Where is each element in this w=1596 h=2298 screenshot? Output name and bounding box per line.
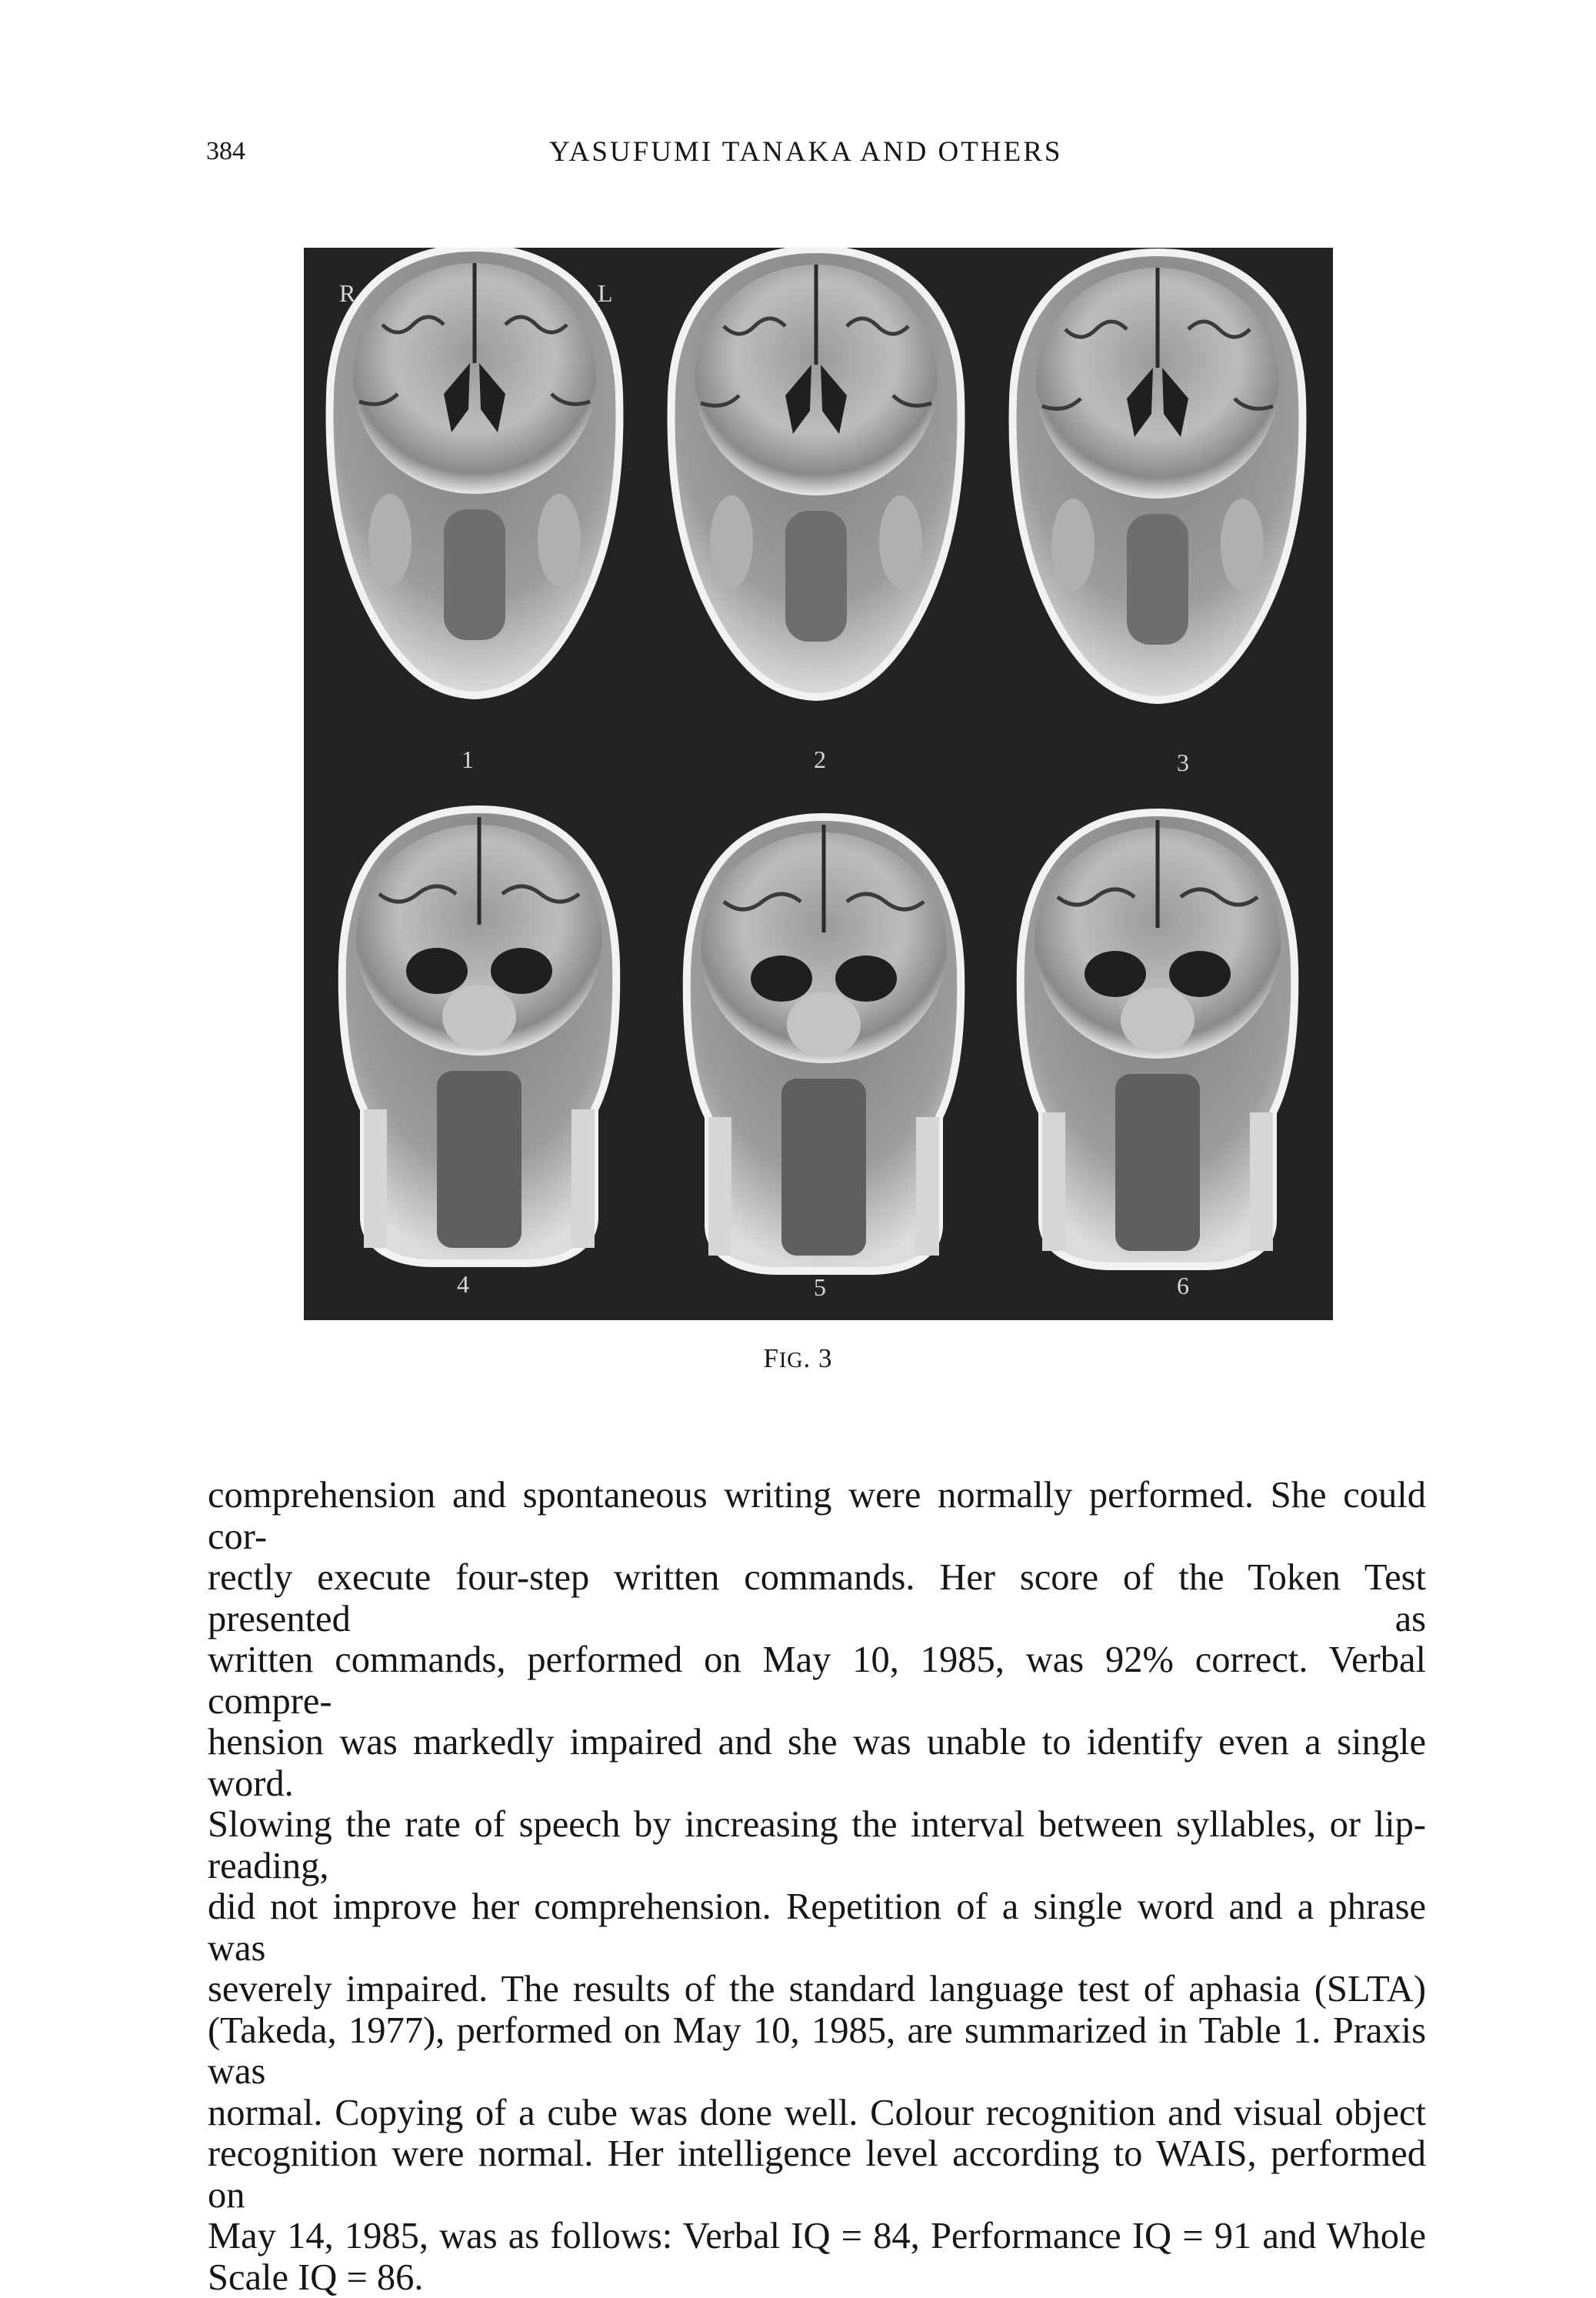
running-head: YASUFUMI TANAKA AND OTHERS xyxy=(549,135,1062,168)
body-line: recognition were normal. Her intelligence level according to WAIS, performed on xyxy=(208,2133,1426,2216)
body-line: Scale IQ = 86. xyxy=(208,2257,1426,2298)
mri-slice-2 xyxy=(671,249,961,697)
body-line: rectly execute four-step written commands. Her score of the Token Test presented as xyxy=(208,1557,1426,1639)
page-header xyxy=(206,131,1417,177)
body-line: May 14, 1985, was as follows: Verbal IQ = 84, Performance IQ = 91 and Whole xyxy=(208,2216,1426,2257)
orientation-label-right: R xyxy=(339,279,356,307)
mri-slice-6 xyxy=(1021,812,1295,1266)
body-line: (Takeda, 1977), performed on May 10, 1985, are summarized in Table 1. Praxis was xyxy=(208,2010,1426,2093)
body-line: normal. Copying of a cube was done well. Colour recognition and visual object xyxy=(208,2093,1426,2134)
mri-slice-3 xyxy=(1013,252,1303,700)
panel-label-1: 1 xyxy=(461,745,474,773)
orientation-label-left: L xyxy=(598,279,613,307)
page-number: 384 xyxy=(206,137,245,166)
panel-label-4: 4 xyxy=(457,1270,469,1298)
body-line: hension was markedly impaired and she was unable to identify even a single word. xyxy=(208,1722,1426,1804)
mri-figure xyxy=(304,248,1333,1320)
panel-label-5: 5 xyxy=(814,1273,826,1301)
body-line: written commands, performed on May 10, 1985, was 92% correct. Verbal compre- xyxy=(208,1639,1426,1722)
body-paragraph xyxy=(208,1475,1426,2298)
panel-label-2: 2 xyxy=(814,745,826,773)
mri-slice-5 xyxy=(687,817,961,1271)
mri-slice-4 xyxy=(342,809,617,1263)
panel-label-6: 6 xyxy=(1177,1272,1189,1299)
mri-slice-1 xyxy=(330,248,620,695)
panel-label-3: 3 xyxy=(1177,749,1189,776)
body-line: severely impaired. The results of the standard language test of aphasia (SLTA) xyxy=(208,1969,1426,2010)
body-line: comprehension and spontaneous writing were normally performed. She could cor- xyxy=(208,1475,1426,1557)
body-line: did not improve her comprehension. Repetition of a single word and a phrase was xyxy=(208,1886,1426,1969)
body-line: Slowing the rate of speech by increasing the interval between syllables, or lip-reading, xyxy=(208,1804,1426,1886)
figure-caption: FIG. 3 xyxy=(0,1343,1596,1374)
